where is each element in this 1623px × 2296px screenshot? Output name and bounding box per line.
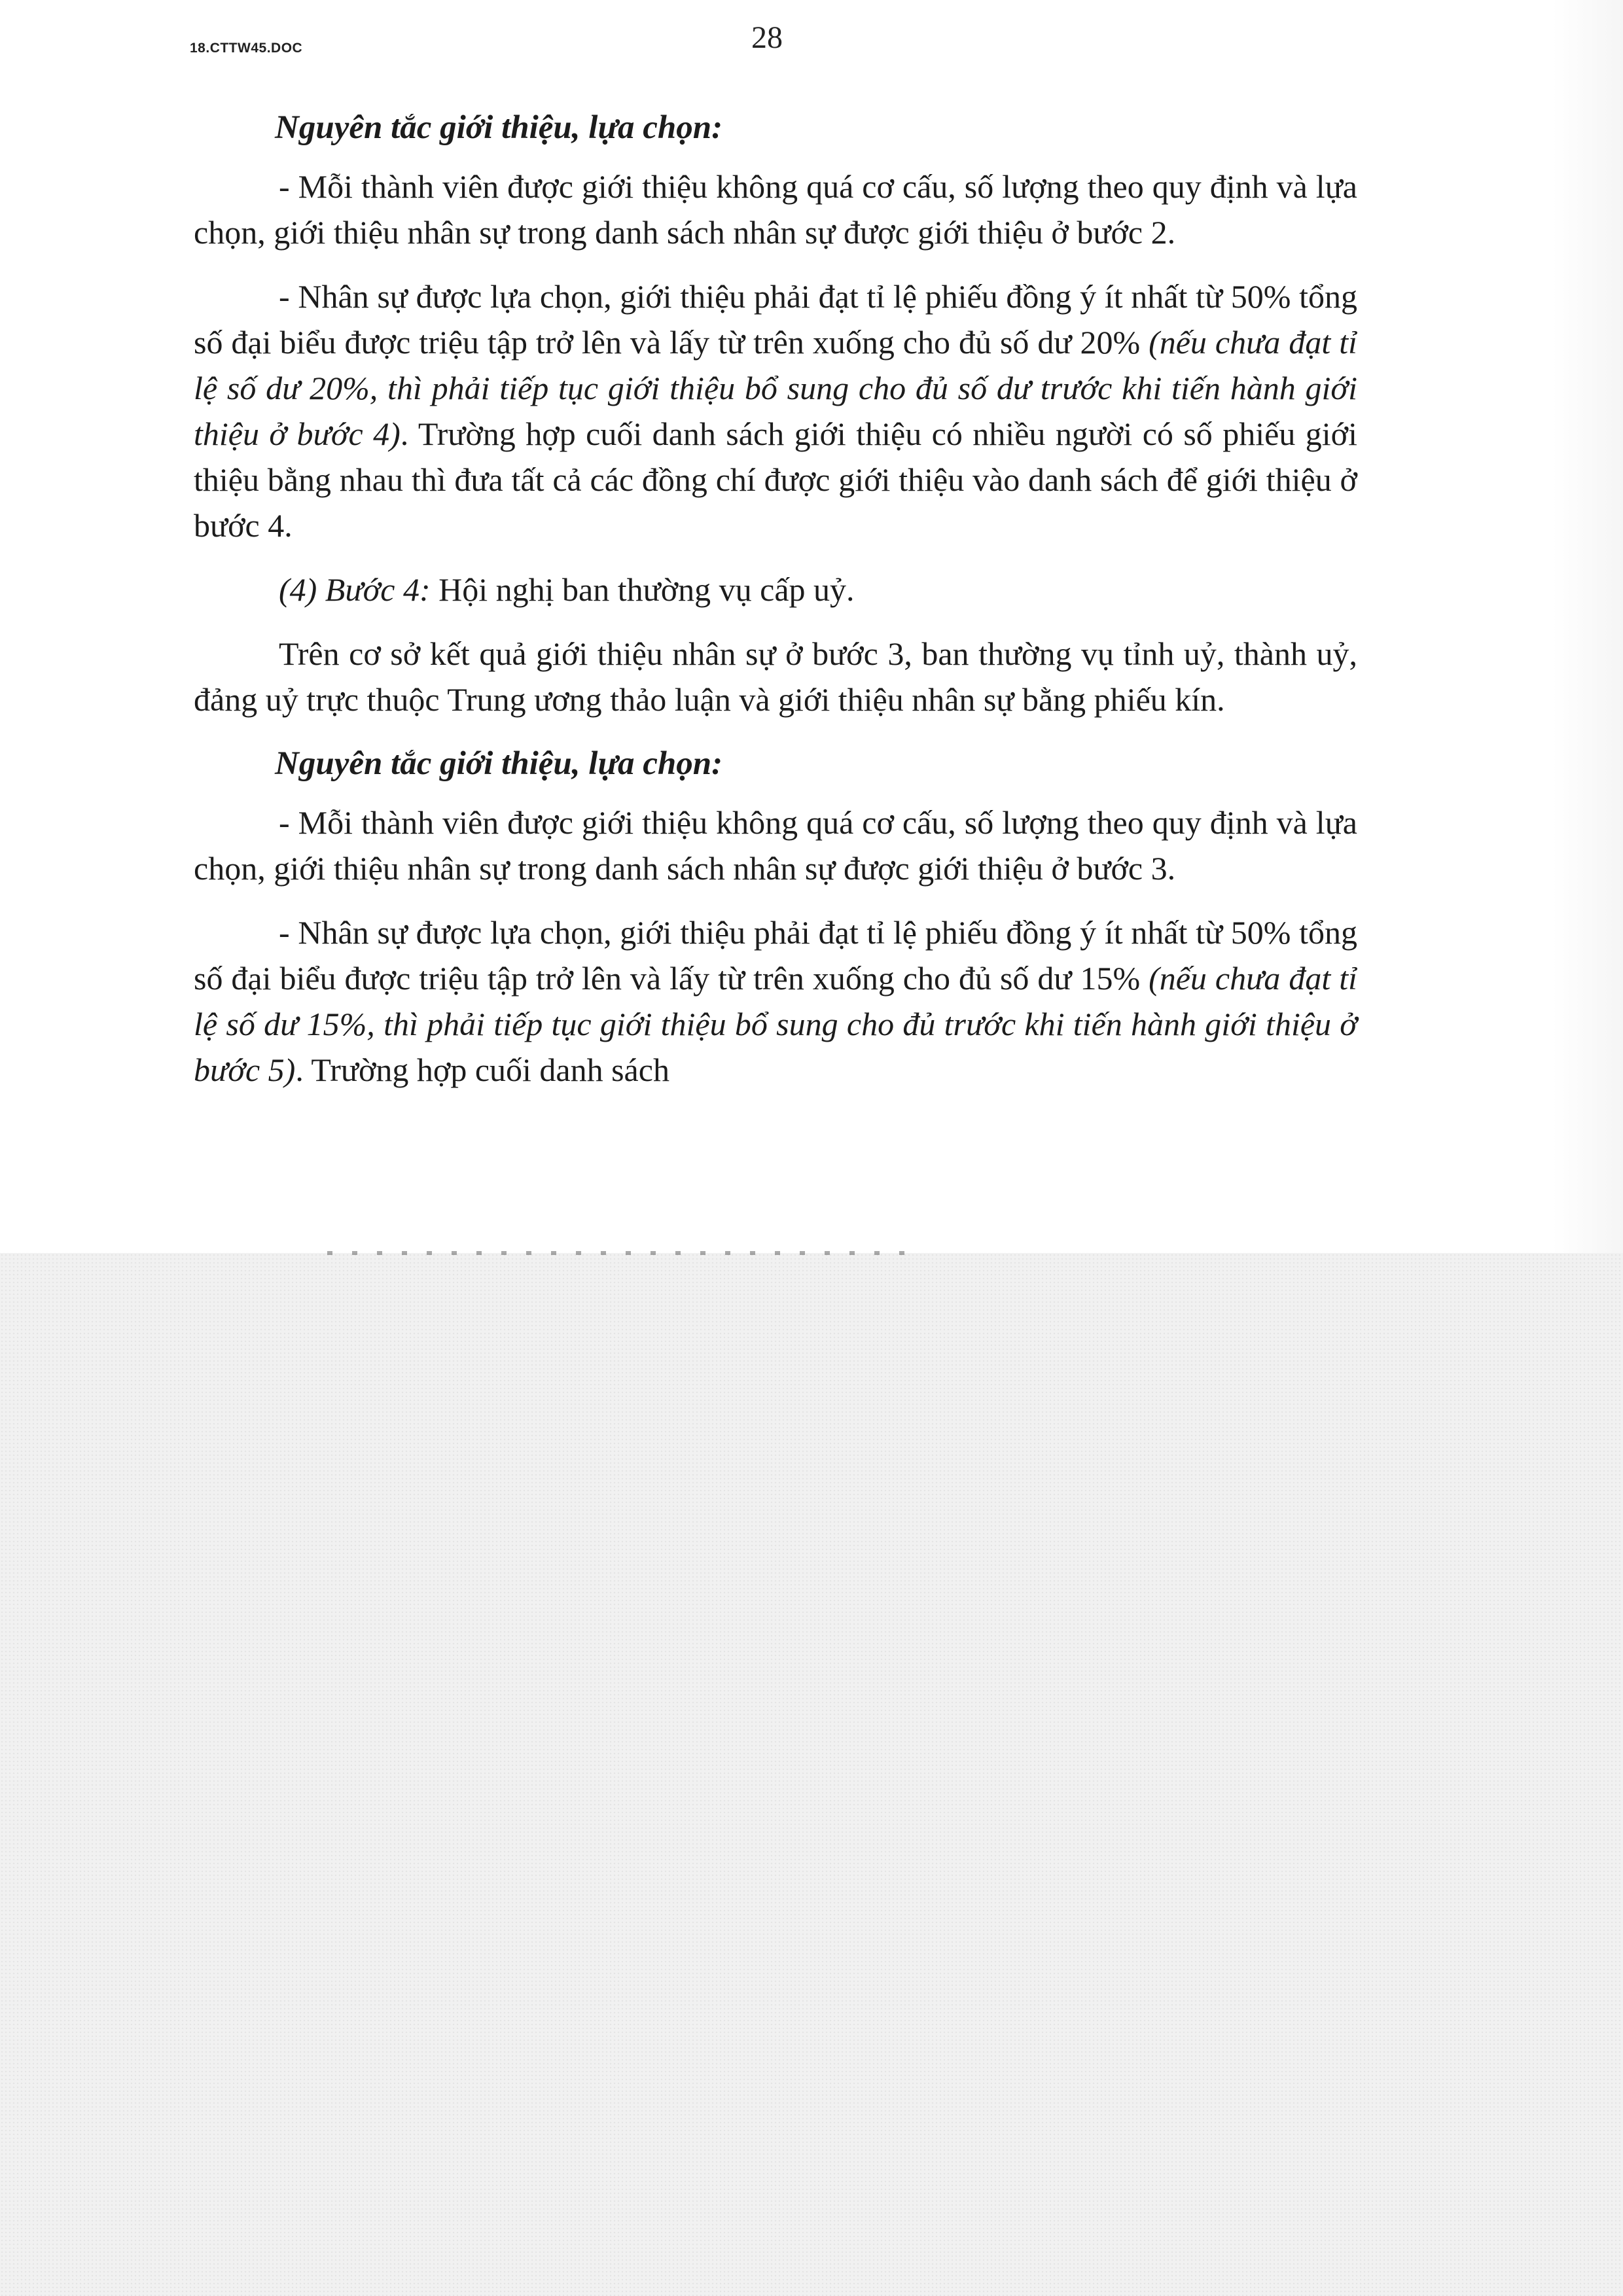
document-code: 18.CTTW45.DOC xyxy=(190,41,303,56)
cut-off-text-fragment xyxy=(327,1251,916,1255)
page-number: 28 xyxy=(751,20,783,55)
scan-edge xyxy=(1552,0,1623,1253)
paragraph-6-italic-note: (nếu chưa đạt tỉ lệ số dư 15%, thì phải tiếp tục giới thiệu bổ sung cho đủ trước khi tiến hành giới thiệu ở bước 5) xyxy=(194,960,1357,1088)
section-heading-1: Nguyên tắc giới thiệu, lựa chọn: xyxy=(275,109,723,146)
paragraph-5: - Mỗi thành viên được giới thiệu không quá cơ cấu, số lượng theo quy định và lựa chọn, giới thiệu nhân sự trong danh sách nhân sự được giới thiệu ở bước 3. xyxy=(194,804,1357,887)
step-4-line xyxy=(194,567,1357,612)
paragraph-2-italic-note: (nếu chưa đạt tỉ lệ số dư 20%, thì phải tiếp tục giới thiệu bổ sung cho đủ số dư trước khi tiến hành giới thiệu ở bước 4) xyxy=(194,324,1357,452)
paragraph-2-text: - Nhân sự được lựa chọn, giới thiệu phải đạt tỉ lệ phiếu đồng ý ít nhất từ 50% tổng số đại biểu được triệu tập trở lên và lấy từ trên xuống cho đủ số dư 20% xyxy=(194,278,1357,361)
paragraph-6-text: - Nhân sự được lựa chọn, giới thiệu phải đạt tỉ lệ phiếu đồng ý ít nhất từ 50% tổng số đại biểu được triệu tập trở lên và lấy từ trên xuống cho đủ số dư 15% xyxy=(194,914,1357,997)
step-4-label: (4) Bước 4: xyxy=(279,571,431,608)
scan-blank-area xyxy=(0,1253,1623,2296)
paragraph-2 xyxy=(194,274,1357,548)
paragraph-6-text-end: . Trường hợp cuối danh sách xyxy=(295,1051,669,1088)
step-4-title: Hội nghị ban thường vụ cấp uỷ. xyxy=(430,571,855,608)
paragraph-1: - Mỗi thành viên được giới thiệu không quá cơ cấu, số lượng theo quy định và lựa chọn, giới thiệu nhân sự trong danh sách nhân sự được giới thiệu ở bước 2. xyxy=(194,168,1357,251)
paragraph-4: Trên cơ sở kết quả giới thiệu nhân sự ở bước 3, ban thường vụ tỉnh uỷ, thành uỷ, đảng uỷ trực thuộc Trung ương thảo luận và giới thiệu nhân sự bằng phiếu kín. xyxy=(194,635,1357,718)
paragraph-2-text-end: . Trường hợp cuối danh sách giới thiệu có nhiều người có số phiếu giới thiệu bằng nhau thì đưa tất cả các đồng chí được giới thiệu vào danh sách để giới thiệu ở bước 4. xyxy=(194,415,1357,544)
section-heading-2: Nguyên tắc giới thiệu, lựa chọn: xyxy=(275,745,723,782)
document-body xyxy=(194,105,1357,1111)
paragraph-6 xyxy=(194,910,1357,1093)
